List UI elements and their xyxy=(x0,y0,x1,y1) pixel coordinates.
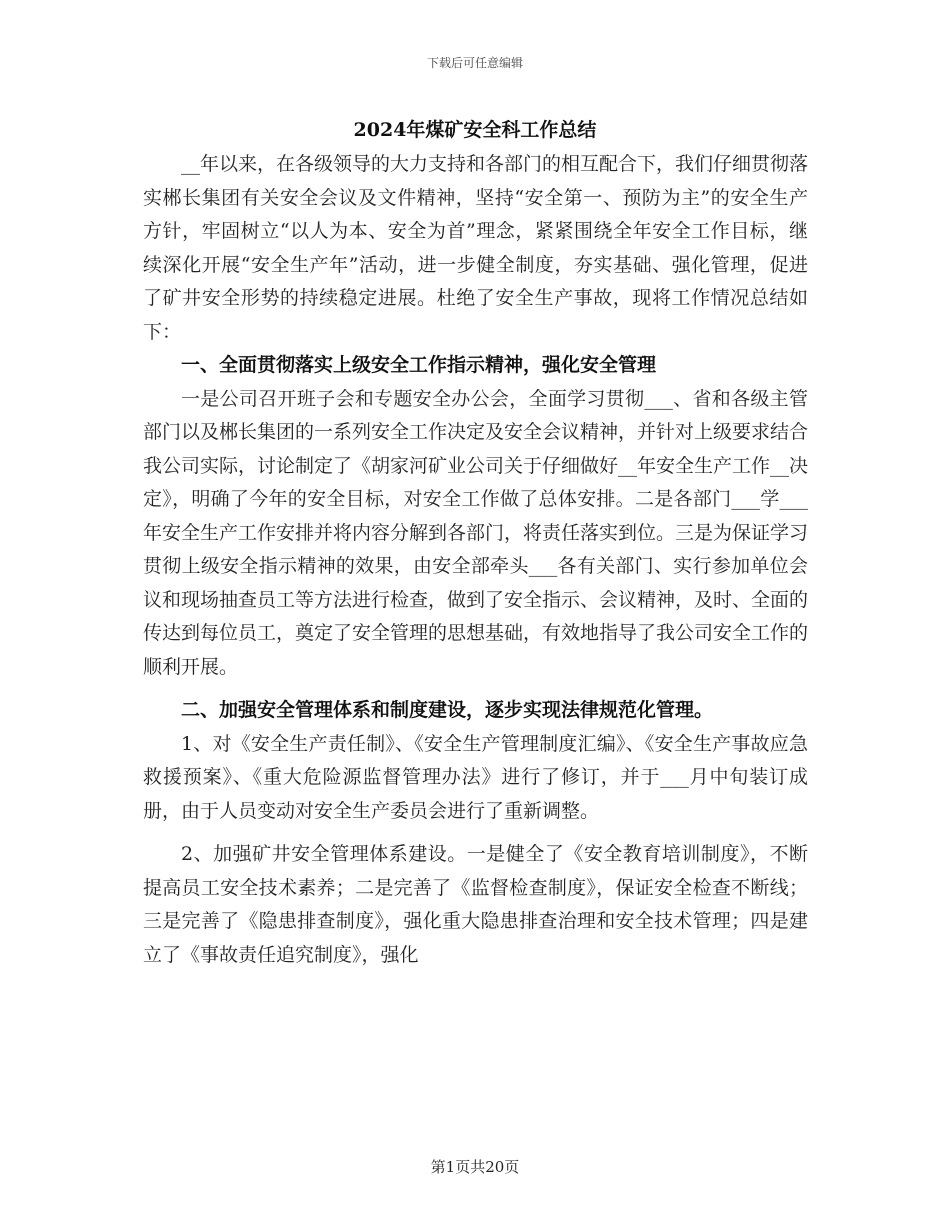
section-1-heading: 一、全面贯彻落实上级安全工作指示精神，强化安全管理 xyxy=(181,354,657,376)
intro-paragraph: __年以来，在各级领导的大力支持和各部门的相互配合下，我们仔细贯彻落实郴长集团有关安全会议及文件精神，坚持“安全第一、预防为主”的安全生产方针，牢固树立“以人为本、安全为首”理念，紧紧围绕全年安全工作目标，继续深化开展“安全生产年”活动，进一步健全制度，夯实基础、强化管理，促进了矿井安全形势的持续稳定进展。杜绝了安全生产事故，现将工作情况总结如下： xyxy=(143,153,809,343)
section-2-paragraph-2: 2、加强矿井安全管理体系建设。一是健全了《安全教育培训制度》，不断提高员工安全技术素养；二是完善了《监督检查制度》，保证安全检查不断线；三是完善了《隐患排查制度》，强化重大隐患排查治理和安全技术管理；四是建立了《事故责任追究制度》，强化 xyxy=(143,843,808,966)
document-title: 2024年煤矿安全科工作总结 xyxy=(353,119,597,141)
page-header-note: 下载后可任意编辑 xyxy=(426,56,523,70)
section-2-paragraph-1: 1、对《安全生产责任制》、《安全生产管理制度汇编》、《安全生产事故应急救援预案》、《重大危险源监督管理办法》进行了修订，并于___月中旬装订成册，由于人员变动对安全生产委员会进行了重新调整。 xyxy=(143,732,808,822)
page-footer-number: 第1页共20页 xyxy=(430,1158,520,1176)
section-2-heading: 二、加强安全管理体系和制度建设，逐步实现法律规范化管理。 xyxy=(181,699,714,721)
section-1-paragraph: 一是公司召开班子会和专题安全办公会，全面学习贯彻___、省和各级主管部门以及郴长集团的一系列安全工作决定及安全会议精神，并针对上级要求结合我公司实际，讨论制定了《胡家河矿业公司关于仔细做好__年安全生产工作__决定》，明确了今年的安全目标，对安全工作做了总体安排。二是各部门___学___年安全生产工作安排并将内容分解到各部门，将责任落实到位。三是为保证学习贯彻上级安全指示精神的效果，由安全部牵头___各有关部门、实行参加单位会议和现场抽查员工等方法进行检查，做到了安全指示、会议精神，及时、全面的传达到每位员工，奠定了安全管理的思想基础，有效地指导了我公司安全工作的顺利开展。 xyxy=(143,387,809,678)
document-body xyxy=(143,148,808,972)
